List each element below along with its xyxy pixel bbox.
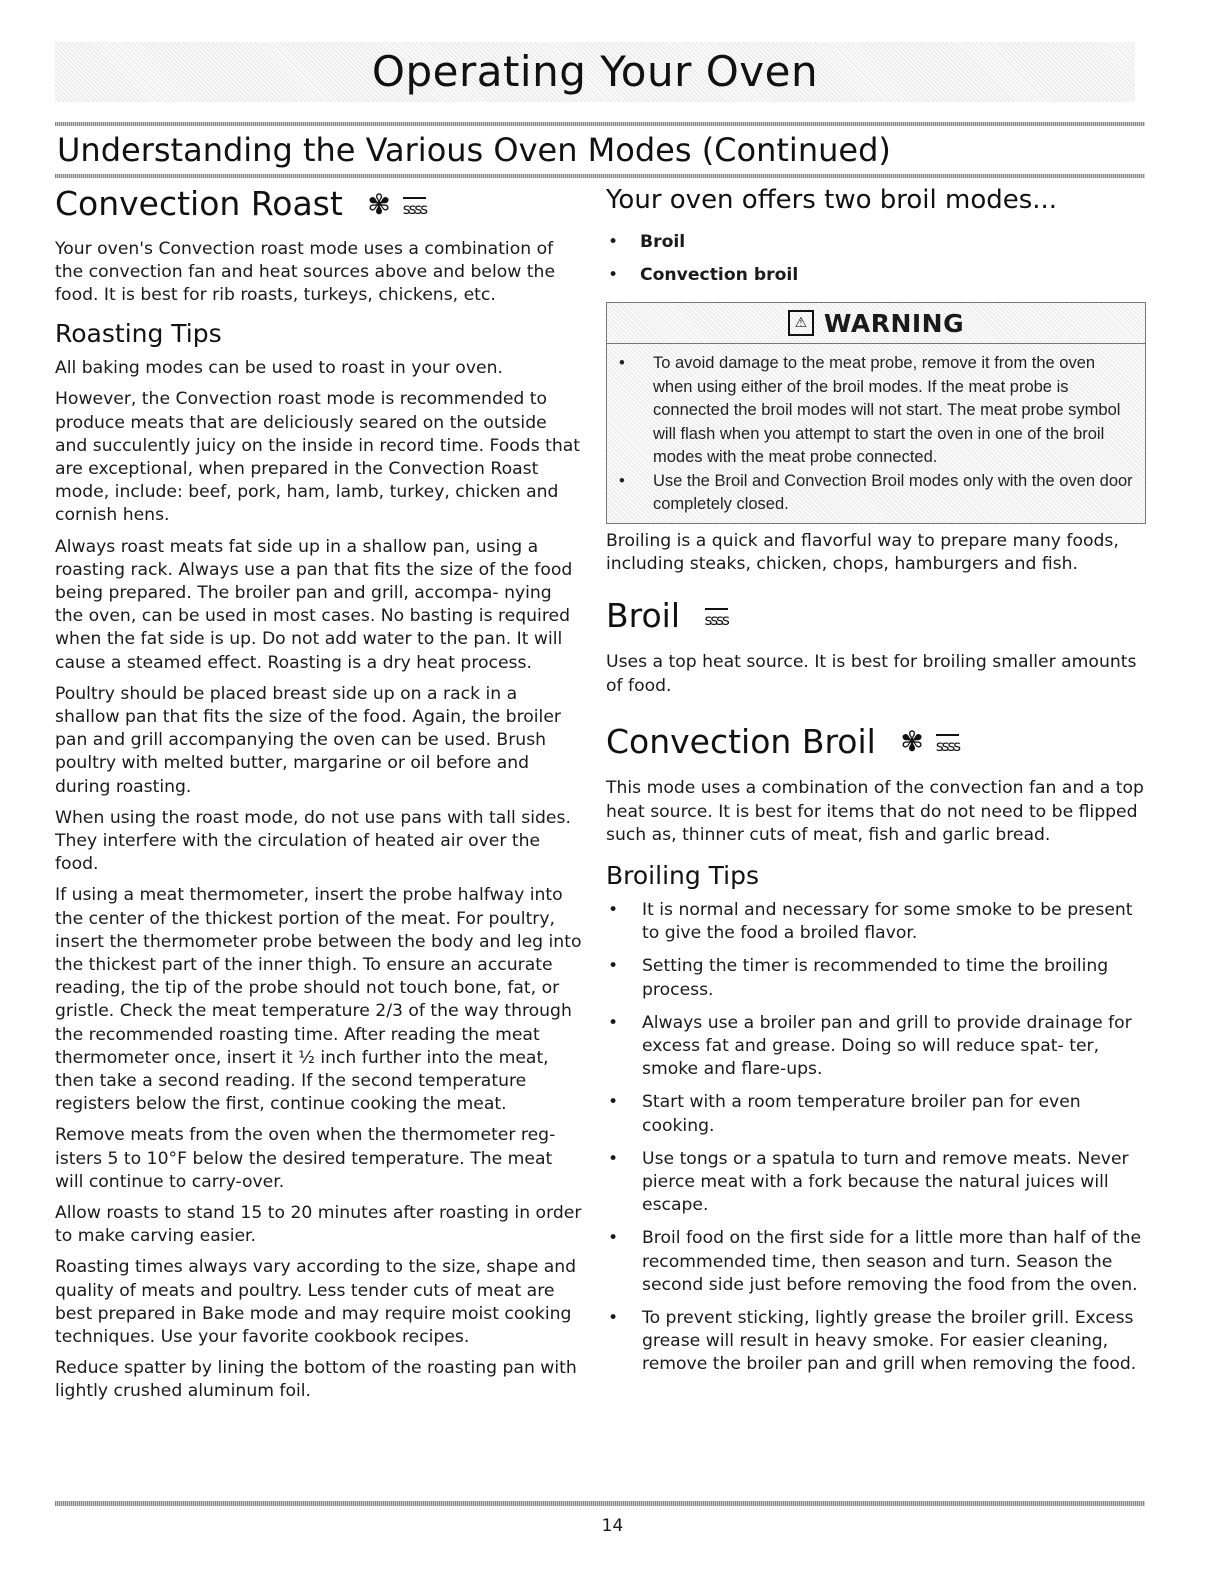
warning-triangle-icon: ⚠ bbox=[788, 310, 814, 336]
warning-header bbox=[607, 303, 1145, 344]
list-item: • Start with a room temperature broiler pan for even cooking. bbox=[606, 1091, 1146, 1137]
paragraph: Allow roasts to stand 15 to 20 minutes after roasting in order to make carving easier. bbox=[55, 1203, 582, 1247]
paragraph: Poultry should be placed breast side up on a rack in a shallow pan that fits the size of the food. Again, the broiler pan and grill accompanying the oven can be used. Brush poultry with melted butter, margarine or oil before and during roasting. bbox=[55, 683, 561, 797]
broil-modes-list bbox=[606, 226, 1146, 292]
warning-item: • To avoid damage to the meat probe, remove it from the oven when using either of the broil modes. If the meat probe is connected the broil modes will not start. The meat probe symbol will flash when you attempt to start the oven in one of the broil modes with the meat probe connected. bbox=[613, 352, 1139, 470]
roasting-tips-heading: Roasting Tips bbox=[55, 319, 222, 349]
paragraph: If using a meat thermometer, insert the probe halfway into the center of the thickest portion of the meat. For poultry, insert the thermometer probe between the body and leg into the thickest part of the inner thigh. To ensure an accurate reading, the tip of the probe should not touch bone, fat, or gristle. Check the meat temperature 2/3 of the way through the recommended roasting time. After reading the meat thermometer once, insert it ½ inch further into the meat, then take a second reading. If the second temperature registers below the first, continue cooking the meat. bbox=[55, 885, 582, 1115]
page-number: 14 bbox=[601, 1516, 624, 1536]
warning-label: WARNING bbox=[823, 308, 965, 338]
paragraph: When using the roast mode, do not use pans with tall sides. They interfere with the circulation of heated air over the food. bbox=[55, 807, 571, 875]
page-banner bbox=[55, 42, 1135, 102]
heat-icon: ssss bbox=[403, 197, 426, 218]
roasting-tips-body bbox=[55, 357, 583, 1404]
broiling-tips-list bbox=[606, 899, 1146, 1377]
convection-broil-text: This mode uses a combination of the convection fan and a top heat source. It is best for items that do not need to be flipped such as, thinner cuts of meat, fish and garlic bread. bbox=[606, 778, 1144, 845]
paragraph: However, the Convection roast mode is recommended to produce meats that are deliciously seared on the outside and succulently juicy on the inside in record time. Foods that are exceptional, when prepared in the Convection Roast mode, include: beef, pork, ham, lamb, turkey, chicken and cornish hens. bbox=[55, 389, 581, 526]
fan-icon: ✾ bbox=[900, 725, 924, 759]
paragraph: All baking modes can be used to roast in your oven. bbox=[55, 358, 503, 379]
convection-broil-heading: Convection Broil ✾ ssss bbox=[606, 721, 960, 761]
right-column bbox=[606, 178, 1146, 1387]
list-item: • Setting the timer is recommended to time the broiling process. bbox=[606, 955, 1146, 1001]
heat-icon: ssss bbox=[705, 608, 728, 629]
list-item: • Always use a broiler pan and grill to provide drainage for excess fat and grease. Doing so will reduce spat- ter, smoke and flare-ups. bbox=[606, 1012, 1146, 1082]
list-item: • Broil bbox=[606, 226, 1146, 259]
broiling-intro: Broiling is a quick and flavorful way to prepare many foods, including steaks, chicken, chops, hamburgers and fish. bbox=[606, 530, 1119, 574]
paragraph: Always roast meats fat side up in a shallow pan, using a roasting rack. Always use a pan that fits the size of the food being prepared. The broiler pan and grill, accompa- nying the oven, can be used in most cases. No basting is required when the fat side is up. Do not add water to the pan. It will cause a steamed effect. Roasting is a dry heat process. bbox=[55, 536, 573, 673]
list-item: • Convection broil bbox=[606, 259, 1146, 292]
page-title: Operating Your Oven bbox=[371, 47, 819, 96]
broil-modes-heading: Your oven offers two broil modes... bbox=[606, 185, 1058, 215]
list-item: • Broil food on the first side for a little more than half of the recommended time, then season and turn. Season the second side just before removing the food from the oven. bbox=[606, 1227, 1146, 1297]
list-item: • To prevent sticking, lightly grease the broiler grill. Excess grease will result in heavy smoke. For easier cleaning, remove the broiler pan and grill when removing the food. bbox=[606, 1307, 1146, 1377]
broil-heading: Broil ssss bbox=[606, 595, 728, 635]
left-column bbox=[55, 178, 583, 1412]
divider bbox=[55, 122, 1145, 126]
convection-roast-heading: Convection Roast ✾ ssss bbox=[55, 184, 427, 223]
divider bbox=[55, 1501, 1145, 1506]
paragraph: Reduce spatter by lining the bottom of the roasting pan with lightly crushed aluminum foil. bbox=[55, 1358, 577, 1402]
warning-box bbox=[606, 302, 1146, 524]
section-title: Understanding the Various Oven Modes (Continued) bbox=[57, 131, 891, 169]
paragraph: Roasting times always vary according to the size, shape and quality of meats and poultry. Less tender cuts of meat are best prepared in Bake mode and may require moist cooking techniques. Use your favorite cookbook recipes. bbox=[55, 1257, 577, 1348]
warning-list bbox=[613, 352, 1139, 517]
convection-roast-intro: Your oven's Convection roast mode uses a combination of the convection fan and heat sources above and below the food. It is best for rib roasts, turkeys, chickens, etc. bbox=[55, 238, 556, 305]
list-item: • Use tongs or a spatula to turn and remove meats. Never pierce meat with a fork because the natural juices will escape. bbox=[606, 1148, 1146, 1218]
broiling-tips-heading: Broiling Tips bbox=[606, 860, 760, 890]
warning-item: • Use the Broil and Convection Broil modes only with the oven door completely closed. bbox=[613, 470, 1139, 517]
heat-icon: ssss bbox=[936, 734, 959, 755]
list-item: • It is normal and necessary for some smoke to be present to give the food a broiled flavor. bbox=[606, 899, 1146, 945]
fan-icon: ✾ bbox=[367, 187, 391, 221]
broil-text: Uses a top heat source. It is best for broiling smaller amounts of food. bbox=[606, 652, 1137, 696]
paragraph: Remove meats from the oven when the thermometer reg- isters 5 to 10°F below the desired temperature. The meat will continue to carry-over. bbox=[55, 1125, 556, 1192]
